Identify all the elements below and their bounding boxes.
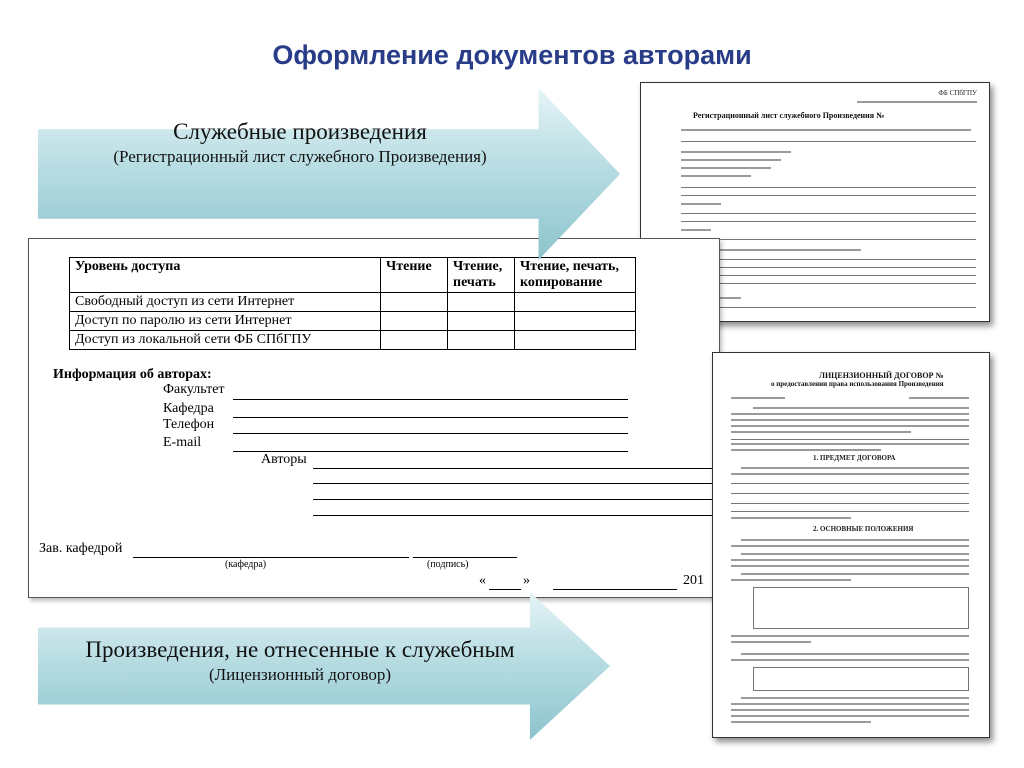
non-service-works-caption — [40, 636, 560, 686]
email-label: E-mail — [163, 435, 202, 450]
authors-line-4[interactable] — [313, 515, 718, 516]
service-works-title: Служебные произведения — [173, 119, 427, 144]
dept-caption: (кафедра) — [225, 559, 267, 570]
reg-title: Регистрационный лист служебного Произведения № — [693, 111, 885, 120]
signature-caption: (подпись) — [427, 559, 469, 570]
date-close-quote: » — [523, 573, 530, 588]
service-works-subtitle: (Регистрационный лист служебного Произведения) — [113, 147, 487, 166]
department-line[interactable] — [233, 417, 628, 418]
cell-read[interactable] — [381, 331, 448, 350]
cell-read-print[interactable] — [448, 293, 515, 312]
date-day-line[interactable] — [489, 589, 521, 590]
cell-read-print[interactable] — [448, 331, 515, 350]
authors-info-title: Информация об авторах: — [53, 367, 212, 382]
lic-title: ЛИЦЕНЗИОННЫЙ ДОГОВОР № — [819, 371, 944, 380]
cell-read[interactable] — [381, 312, 448, 331]
row-label: Свободный доступ из сети Интернет — [70, 293, 381, 312]
lic-section-2: 2. ОСНОВНЫЕ ПОЛОЖЕНИЯ — [813, 525, 914, 533]
header-access-level: Уровень доступа — [70, 258, 381, 293]
head-of-dept-line[interactable] — [133, 557, 409, 558]
service-works-caption — [40, 118, 560, 168]
slide-title: Оформление документов авторами — [272, 40, 752, 70]
authors-label: Авторы — [261, 452, 307, 467]
license-agreement-thumbnail — [712, 352, 990, 738]
table-row — [70, 293, 636, 312]
non-service-works-title: Произведения, не отнесенные к служебным — [85, 637, 515, 662]
lic-section-1: 1. ПРЕДМЕТ ДОГОВОРА — [813, 454, 896, 462]
access-form-document — [28, 238, 720, 598]
head-of-dept-label: Зав. кафедрой — [39, 541, 123, 556]
cell-read-print-copy[interactable] — [515, 312, 636, 331]
faculty-label: Факультет — [163, 382, 225, 397]
date-open-quote: « — [479, 573, 486, 588]
access-level-table — [69, 257, 636, 350]
date-month-line[interactable] — [553, 589, 677, 590]
row-label: Доступ по паролю из сети Интернет — [70, 312, 381, 331]
header-read: Чтение — [381, 258, 448, 293]
row-label: Доступ из локальной сети ФБ СПбГПУ — [70, 331, 381, 350]
table-row — [70, 331, 636, 350]
header-read-print: Чтение, печать — [448, 258, 515, 293]
cell-read-print[interactable] — [448, 312, 515, 331]
date-year: 201 — [683, 573, 704, 588]
reg-org: ФБ СПбГПУ — [938, 89, 977, 97]
header-read-print-copy: Чтение, печать, копирование — [515, 258, 636, 293]
table-row — [70, 312, 636, 331]
authors-line-2[interactable] — [313, 483, 718, 484]
phone-line[interactable] — [233, 433, 628, 434]
cell-read[interactable] — [381, 293, 448, 312]
department-label: Кафедра — [163, 401, 214, 416]
authors-line-3[interactable] — [313, 499, 718, 500]
phone-label: Телефон — [163, 417, 215, 432]
faculty-line[interactable] — [233, 399, 628, 400]
non-service-works-subtitle: (Лицензионный договор) — [208, 665, 392, 684]
signature-line[interactable] — [413, 557, 517, 558]
service-works-arrow — [38, 88, 620, 260]
authors-line-1[interactable] — [313, 468, 718, 469]
lic-subtitle: о предоставлении права использования Произведения — [771, 380, 944, 388]
cell-read-print-copy[interactable] — [515, 293, 636, 312]
cell-read-print-copy[interactable] — [515, 331, 636, 350]
